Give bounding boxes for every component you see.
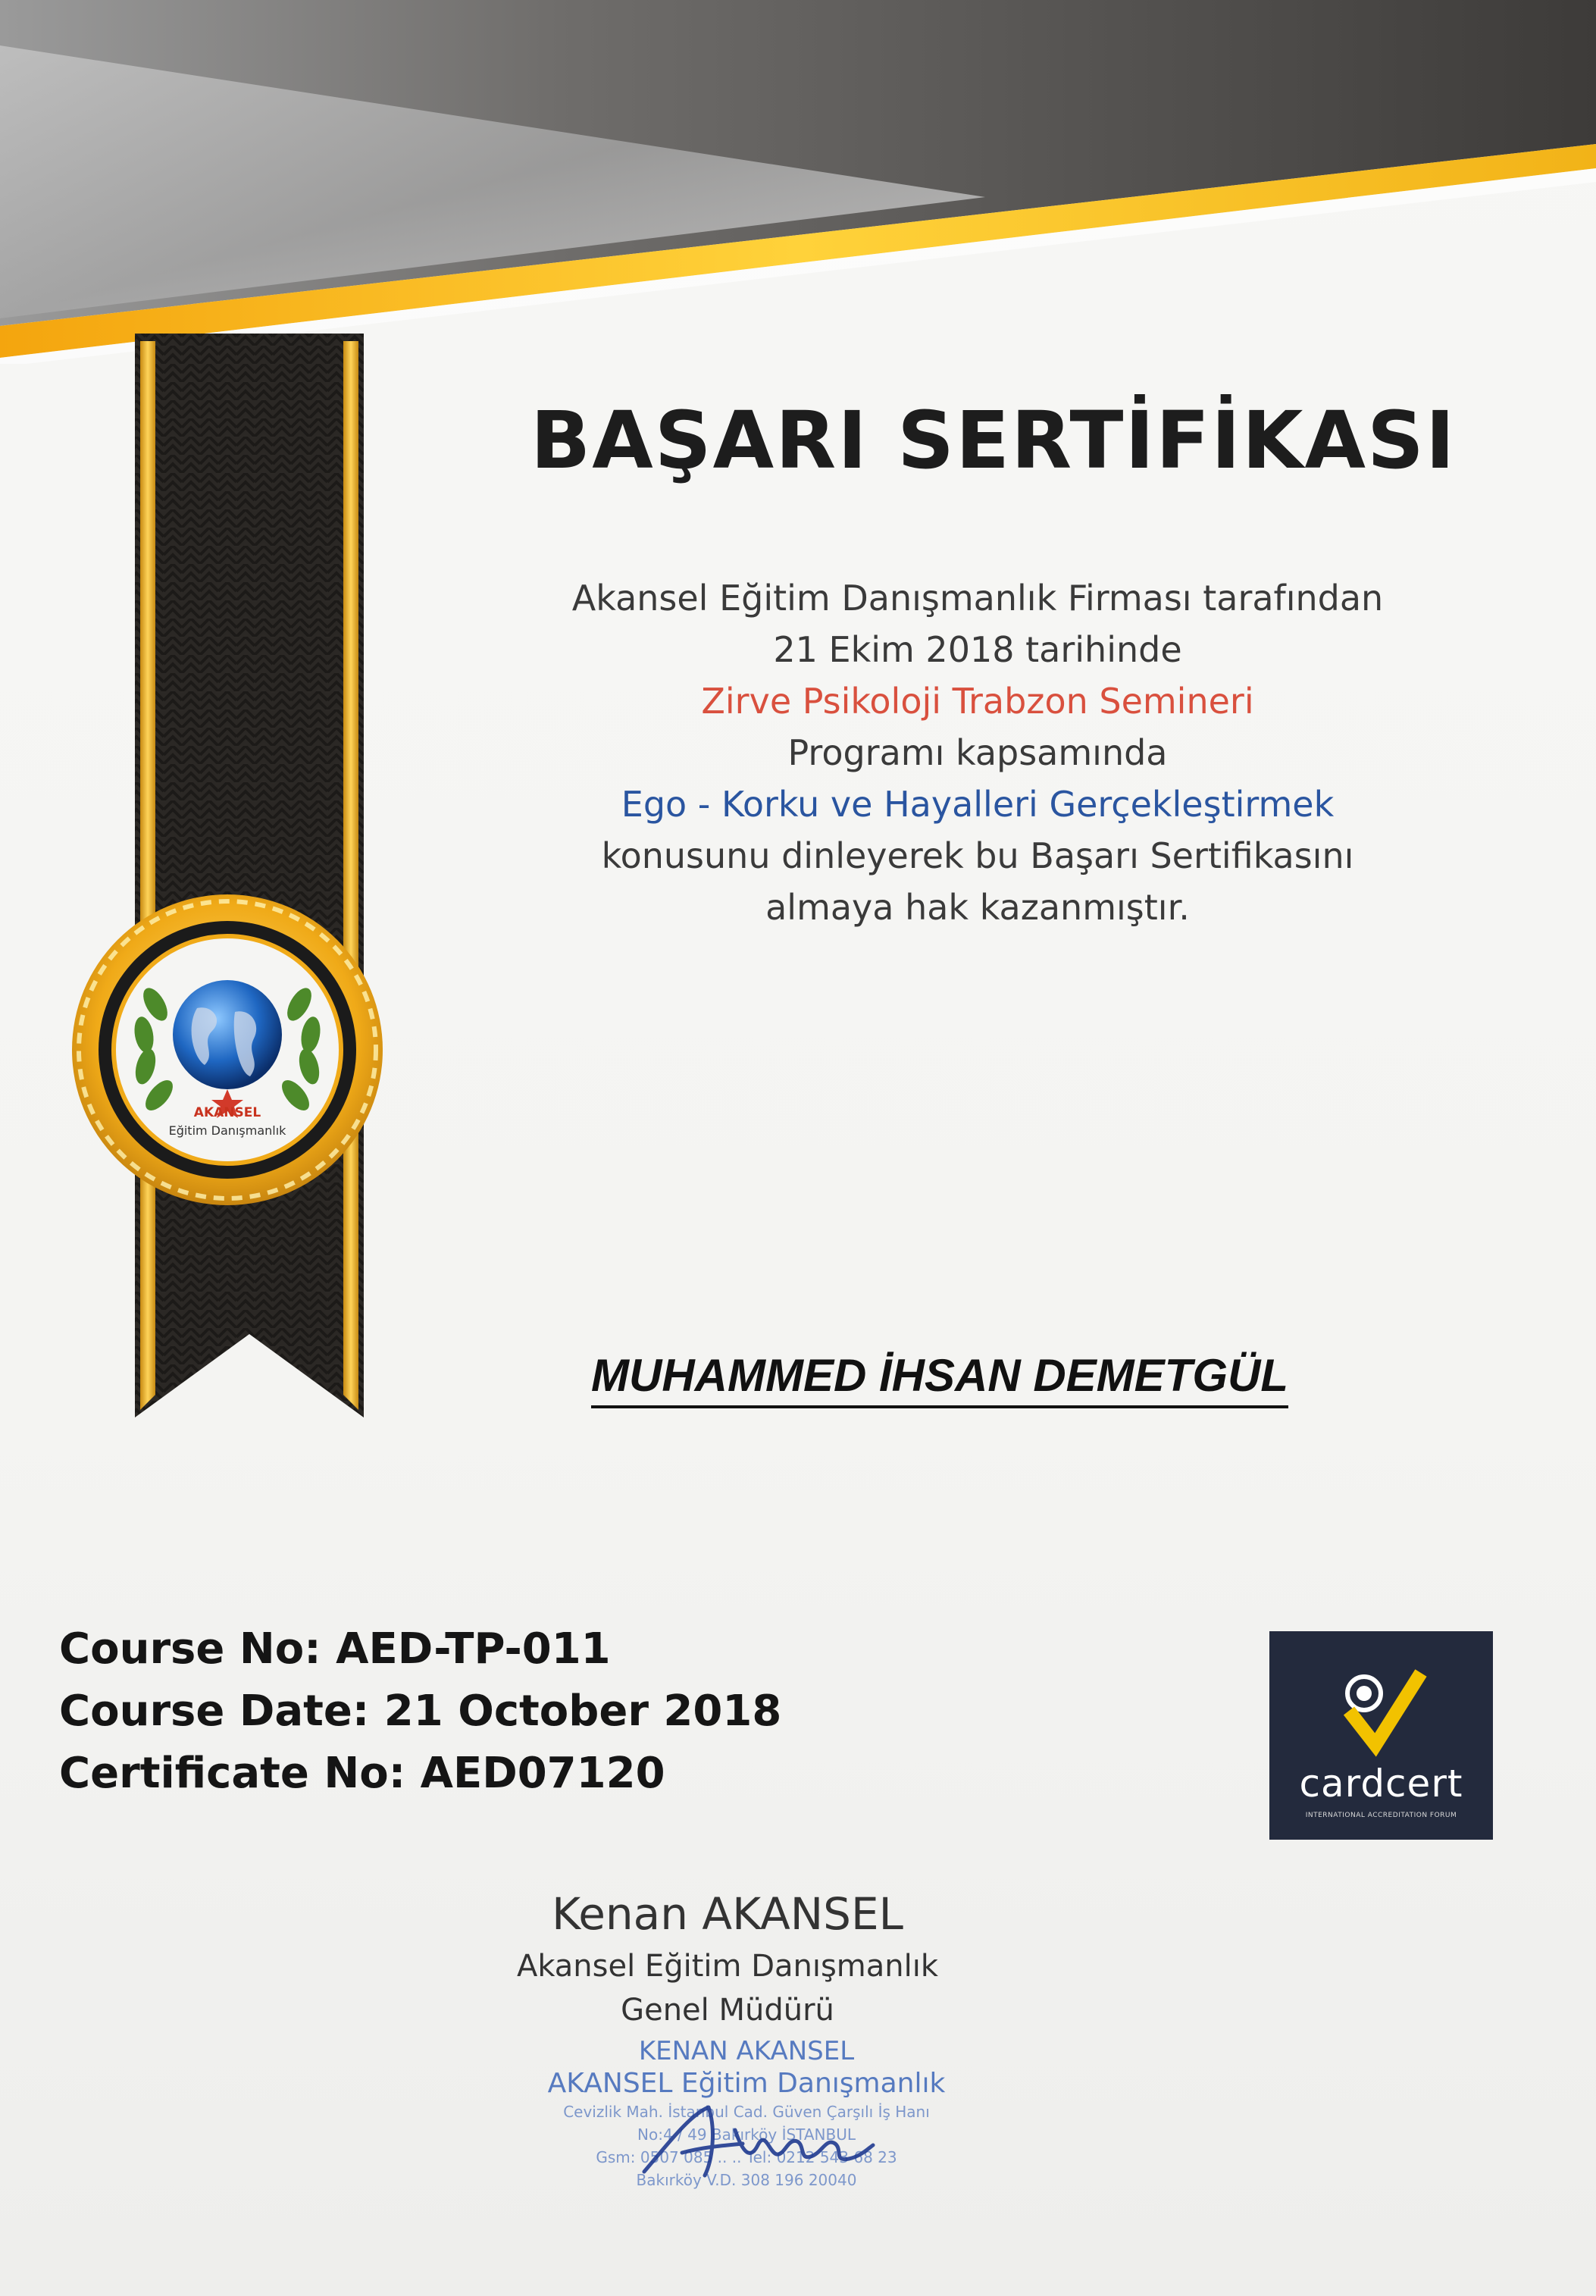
recipient-name: MUHAMMED İHSAN DEMETGÜL	[591, 1350, 1288, 1408]
cardcert-logo	[1269, 1631, 1493, 1840]
stamp-tax: Bakırköy V.D. 308 196 20040	[636, 2171, 857, 2189]
seal-brand: AKANSEL	[193, 1105, 261, 1120]
course-date-label: Course Date:	[59, 1687, 370, 1736]
stamp-address-2: No:4 / 49 Bakırköy İSTANBUL	[637, 2125, 856, 2144]
cardcert-subtitle: INTERNATIONAL ACCREDITATION FORUM	[1305, 1812, 1457, 1819]
body-line-date: 21 Ekim 2018 tarihinde	[773, 629, 1182, 670]
course-no-value: AED-TP-011	[336, 1624, 611, 1674]
stamp-address-1: Cevizlik Mah. İstanbul Cad. Güven Çarşılı İş Hanı	[563, 2103, 930, 2121]
recipient-block	[485, 1349, 1394, 1402]
body-line-program: Programı kapsamında	[787, 732, 1168, 773]
certificate-no-value: AED07120	[420, 1749, 665, 1798]
certificate-body	[523, 572, 1432, 933]
signer-name: Kenan AKANSEL	[552, 1888, 903, 1940]
stamp-phone: Gsm: 0507 085 .. .. Tel: 0212 543 68 23	[596, 2148, 897, 2166]
course-no-row	[59, 1618, 781, 1680]
certificate-title: BAŞARI SERTİFİKASI	[530, 394, 1457, 487]
stamp-name: KENAN AKANSEL	[638, 2036, 855, 2066]
certificate-no-row	[59, 1743, 781, 1805]
body-line-seminar: Zirve Psikoloji Trabzon Semineri	[701, 681, 1254, 722]
stamp-company: AKANSEL Eğitim Danışmanlık	[547, 2068, 946, 2099]
course-no-label: Course No:	[59, 1624, 321, 1674]
seal-subtitle: Eğitim Danışmanlık	[168, 1123, 286, 1138]
course-date-row	[59, 1680, 781, 1743]
cardcert-brand: cardcert	[1299, 1762, 1463, 1806]
body-line-issuer: Akansel Eğitim Danışmanlık Firması tarafından	[571, 578, 1384, 619]
signer-company: Akansel Eğitim Danışmanlık	[516, 1949, 939, 1984]
body-line-topic: Ego - Korku ve Hayalleri Gerçekleştirmek	[621, 784, 1335, 825]
body-line-earned: almaya hak kazanmıştır.	[765, 887, 1190, 928]
certificate-no-label: Certificate No:	[59, 1749, 406, 1798]
course-date-value: 21 October 2018	[383, 1687, 782, 1736]
body-line-listening: konusunu dinleyerek bu Başarı Sertifikasını	[601, 835, 1354, 876]
globe-check-icon	[1269, 1631, 1493, 1760]
handwritten-signature	[637, 2100, 879, 2191]
signer-role: Genel Müdürü	[621, 1993, 834, 2028]
signer-block	[455, 1884, 1000, 2032]
course-info	[59, 1618, 781, 1805]
